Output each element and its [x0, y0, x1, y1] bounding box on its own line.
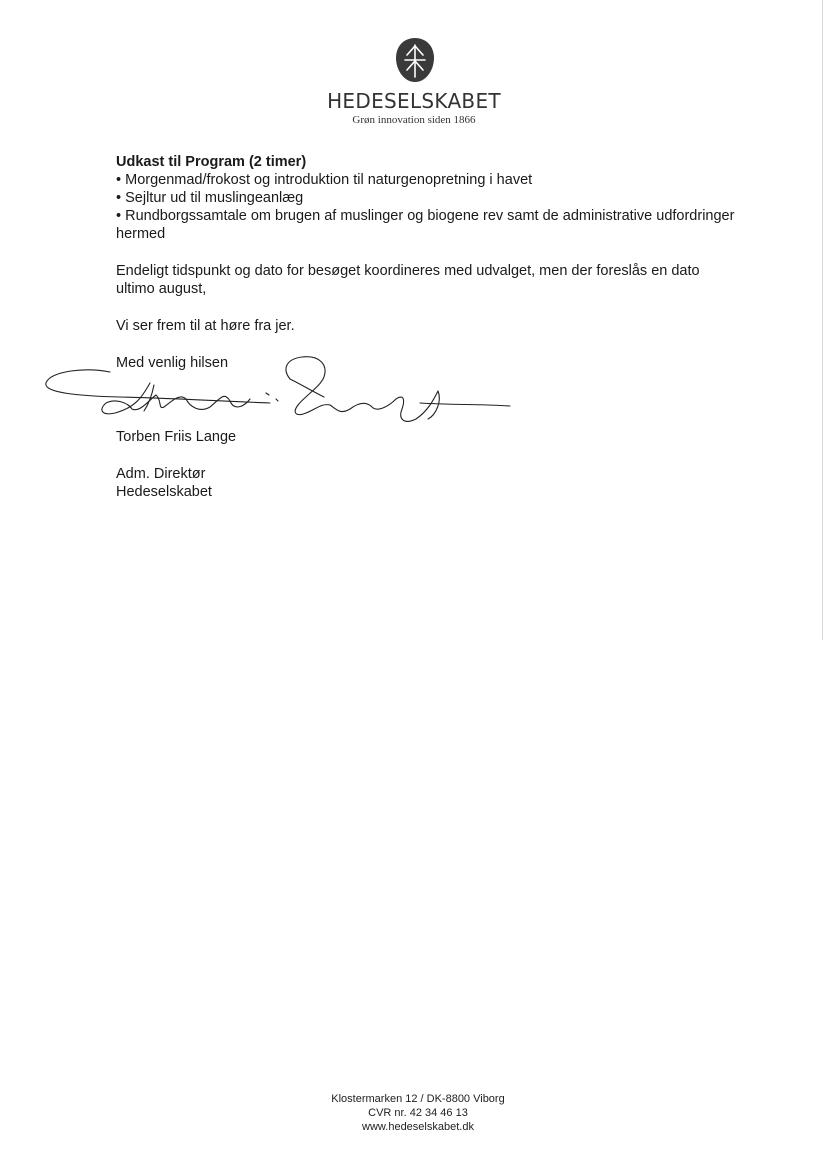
signer-title: Adm. Direktør [116, 466, 206, 482]
signer-name: Torben Friis Lange [116, 429, 237, 445]
letter-body [116, 153, 736, 501]
program-heading: Udkast til Program (2 timer) [116, 154, 307, 170]
program-item: • Rundborgssamtale om brugen af muslinger og biogene rev samt de administrative udfordringer hermed [116, 207, 736, 243]
footer [0, 1092, 827, 1134]
tree-arrow-emblem-icon [395, 37, 435, 83]
footer-address: Klostermarken 12 / DK-8800 Viborg [331, 1093, 505, 1105]
program-item: • Morgenmad/frokost og introduktion til naturgenopretning i havet [116, 171, 736, 189]
closing-line: Vi ser frem til at høre fra jer. [116, 318, 295, 334]
program-item: • Sejltur ud til muslingeanlæg [116, 189, 736, 207]
page-edge-line [822, 0, 823, 640]
handwritten-signature [40, 355, 520, 430]
scheduling-paragraph: Endeligt tidspunkt og dato for besøget koordineres med udvalget, men der foreslås en dato ultimo august, [116, 263, 700, 297]
footer-website[interactable]: www.hedeselskabet.dk [362, 1121, 474, 1133]
company-name: HEDESELSKABET [327, 89, 501, 113]
signer-company: Hedeselskabet [116, 484, 212, 500]
company-tagline: Grøn innovation siden 1866 [352, 114, 476, 126]
signoff-greeting: Med venlig hilsen [116, 355, 229, 371]
footer-cvr: CVR nr. 42 34 46 13 [368, 1107, 468, 1119]
